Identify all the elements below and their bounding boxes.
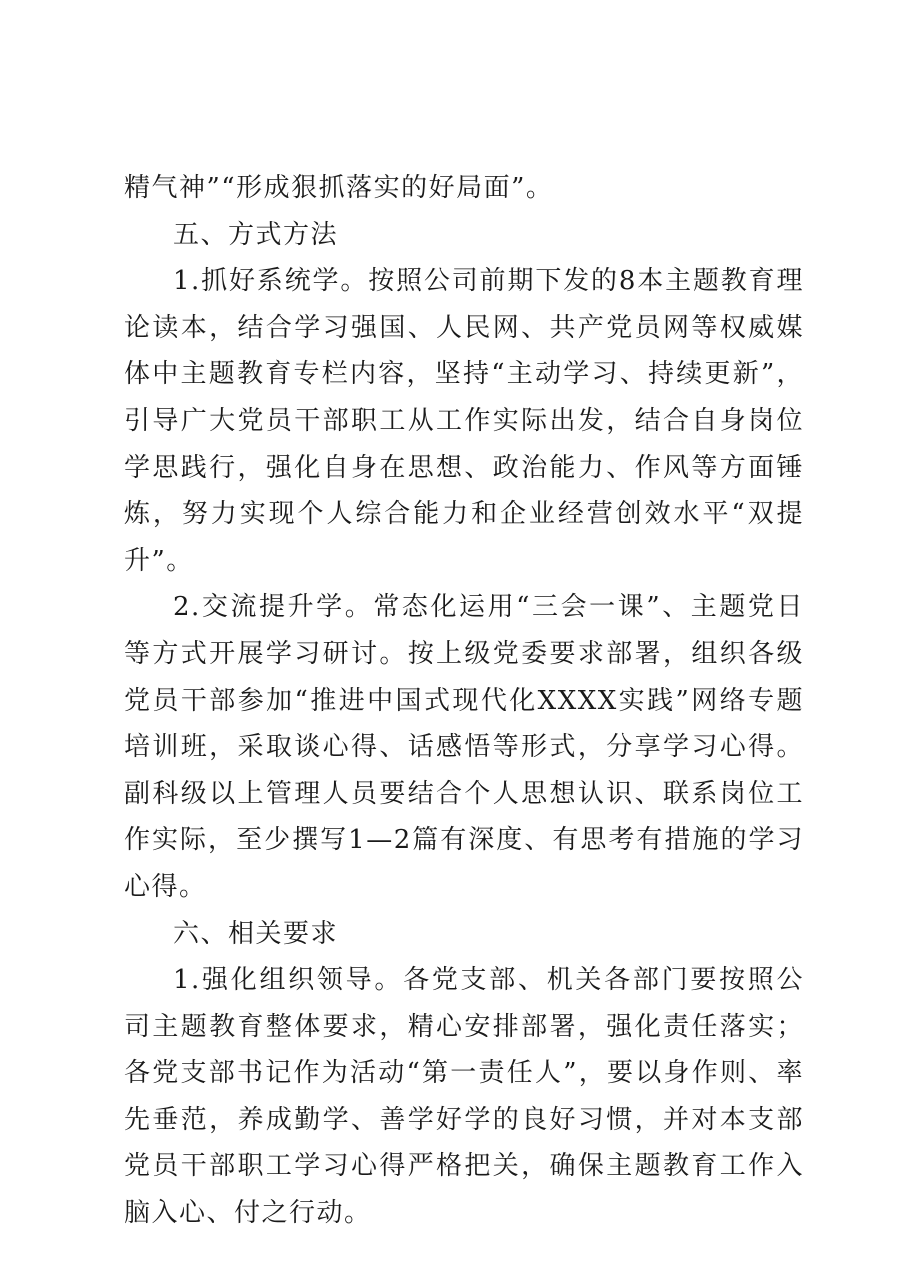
- document-body: [124, 165, 804, 1237]
- section-heading-methods: 五、方式方法: [173, 219, 339, 250]
- paragraph-continuation: 精气神”“形成狠抓落实的好局面”。: [124, 173, 554, 203]
- paragraph-organization-leadership: 1.强化组织领导。各党支部、机关各部门要按照公司主题教育整体要求，精心安排部署，强化责任落实；各党支部书记作为活动“第一责任人”，要以身作则、率先垂范，养成勤学、善学好学的良好习惯，并对本支部党员干部职工学习心得严格把关，确保主题教育工作入脑入心、付之行动。: [124, 965, 804, 1229]
- section-heading-requirements: 六、相关要求: [173, 918, 339, 949]
- paragraph-exchange-study: 2.交流提升学。常态化运用“三会一课”、主题党日等方式开展学习研讨。按上级党委要求部署，组织各级党员干部参加“推进中国式现代化XXXX实践”网络专题培训班，采取谈心得、话感悟等形式，分享学习心得。副科级以上管理人员要结合个人思想认识、联系岗位工作实际，至少撰写1—2篇有深度、有思考有措施的学习心得。: [124, 592, 804, 902]
- paragraph-systematic-study: 1.抓好系统学。按照公司前期下发的8本主题教育理论读本，结合学习强国、人民网、共产党员网等权威媒体中主题教育专栏内容，坚持“主动学习、持续更新”，引导广大党员干部职工从工作实际出发，结合自身岗位学思践行，强化自身在思想、政治能力、作风等方面锤炼，努力实现个人综合能力和企业经营创效水平“双提升”。: [124, 266, 804, 576]
